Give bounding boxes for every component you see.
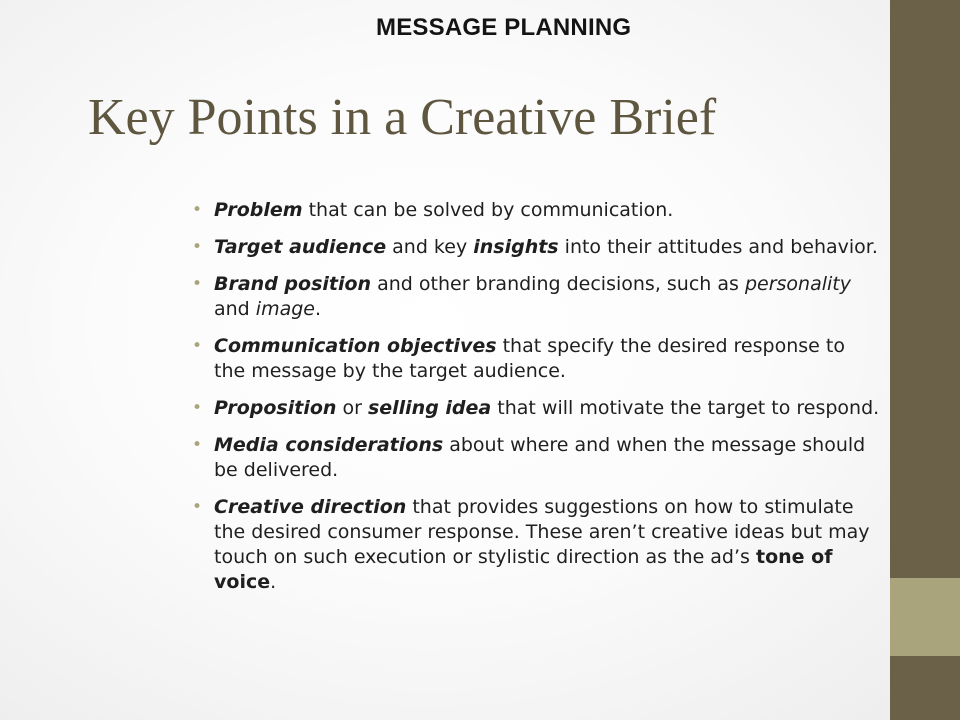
bullet-marker-icon: • xyxy=(192,398,203,418)
emphasis-text: Communication objectives xyxy=(214,335,497,357)
bullet-text: and key xyxy=(386,236,474,258)
bullet-text: that specify the desired response to the message by the target audience. xyxy=(214,335,845,382)
bullet-marker-icon: • xyxy=(192,274,203,294)
bullet-item xyxy=(190,433,880,483)
slide-title: Key Points in a Creative Brief xyxy=(88,89,717,146)
bullet-item xyxy=(190,396,880,421)
bullet-text: into their attitudes and behavior. xyxy=(558,236,878,258)
emphasis-text: Target audience xyxy=(214,236,387,258)
bullet-marker-icon: • xyxy=(192,200,203,220)
bullet-text: about where and when the message should be delivered. xyxy=(214,434,866,481)
emphasis-text: Brand position xyxy=(214,273,372,295)
emphasis-text: selling idea xyxy=(367,397,492,419)
bullet-item xyxy=(190,334,880,384)
italic-text: personality xyxy=(744,273,851,295)
bullet-item xyxy=(190,272,880,322)
bullet-list xyxy=(190,198,880,607)
emphasis-text: Proposition xyxy=(214,397,337,419)
bullet-item xyxy=(190,235,880,260)
italic-text: image xyxy=(255,298,315,320)
bullet-marker-icon: • xyxy=(192,435,203,455)
bullet-item xyxy=(190,198,880,223)
bullet-text: . xyxy=(270,571,277,593)
side-accent-block xyxy=(890,578,960,656)
emphasis-text: insights xyxy=(473,236,559,258)
bullet-text: that provides suggestions on how to stimulate the desired consumer response. These aren’t creative ideas but may touch on such execution or stylistic direction as the ad’s xyxy=(214,496,870,568)
emphasis-text: Media considerations xyxy=(214,434,444,456)
bullet-marker-icon: • xyxy=(192,336,203,356)
bullet-marker-icon: • xyxy=(192,237,203,257)
emphasis-text: Creative direction xyxy=(214,496,407,518)
bullet-text: and xyxy=(214,298,256,320)
bullet-item xyxy=(190,495,880,595)
emphasis-text: Problem xyxy=(214,199,303,221)
bold-text: tone of voice xyxy=(214,546,833,593)
bullet-marker-icon: • xyxy=(192,497,203,517)
bullet-text: . xyxy=(314,298,322,320)
bullet-text: that will motivate the target to respond. xyxy=(491,397,880,419)
section-label: MESSAGE PLANNING xyxy=(376,14,632,41)
bullet-text: or xyxy=(336,397,368,419)
bullet-text: and other branding decisions, such as xyxy=(371,273,745,295)
bullet-text: that can be solved by communication. xyxy=(302,199,674,221)
